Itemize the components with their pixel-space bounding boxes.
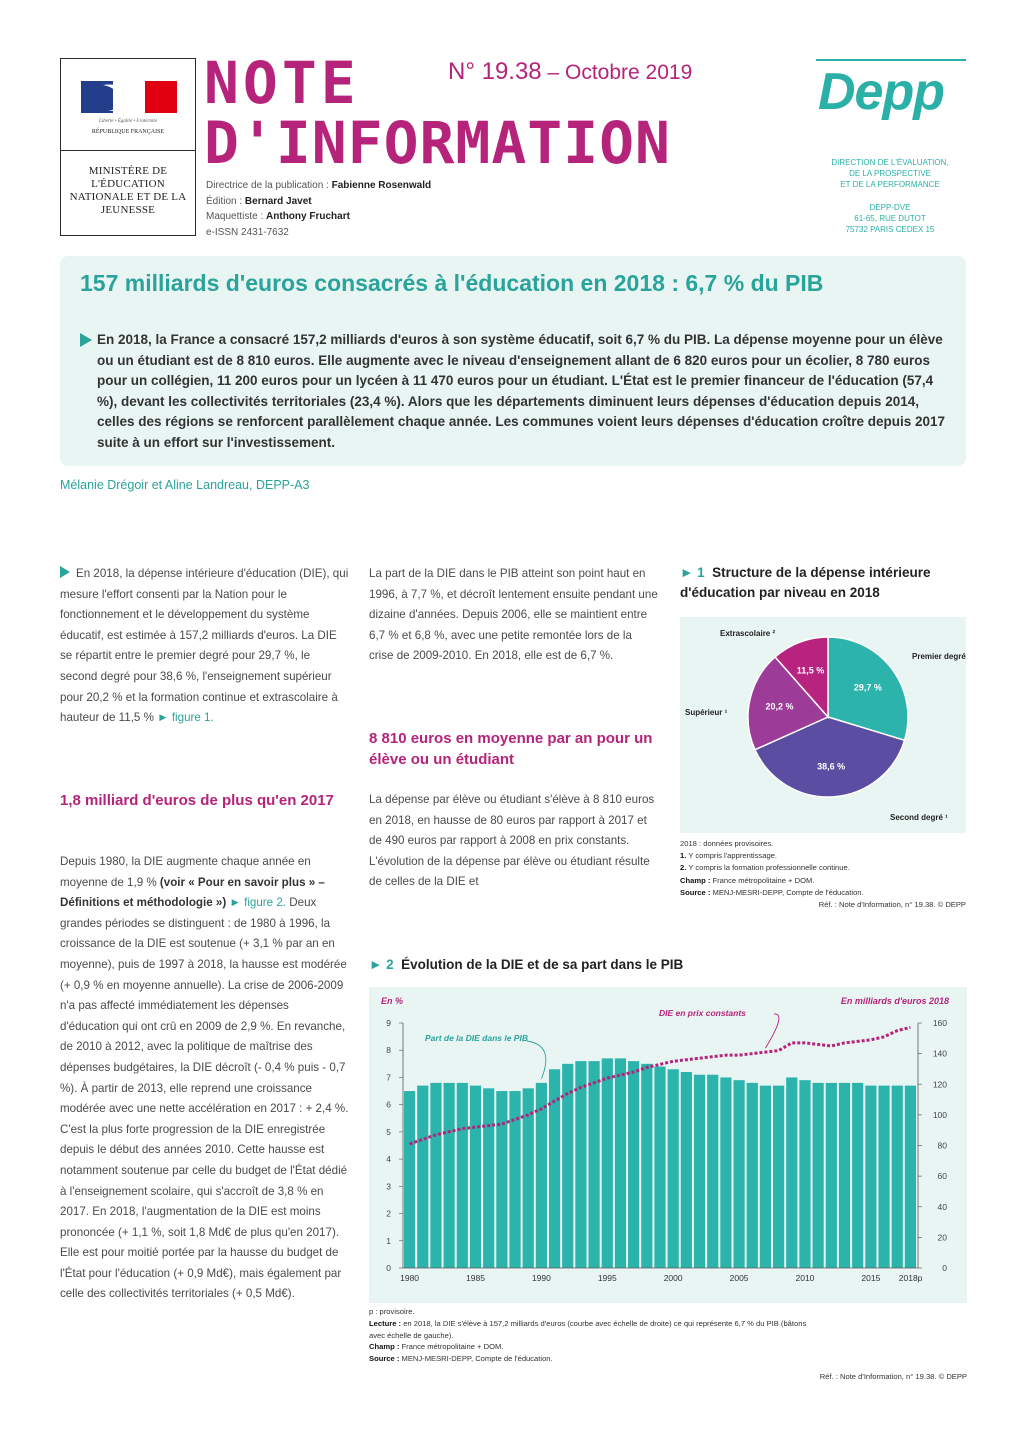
pie-category-label: Extrascolaire ² bbox=[720, 629, 776, 638]
depp-logo-rule bbox=[816, 59, 966, 61]
bar bbox=[878, 1086, 889, 1268]
bar bbox=[575, 1061, 586, 1268]
bar bbox=[694, 1075, 705, 1268]
y-left-axis-title: En % bbox=[381, 996, 404, 1006]
bar bbox=[509, 1091, 520, 1268]
y-left-tick-label: 5 bbox=[386, 1126, 391, 1137]
section-heading-1: 1,8 milliard d'euros de plus qu'en 2017 bbox=[60, 792, 334, 809]
figure-note-line bbox=[369, 1318, 967, 1330]
bar bbox=[457, 1083, 468, 1268]
note-label: 2. bbox=[680, 863, 687, 873]
credit-label: Directrice de la publication : bbox=[206, 180, 332, 191]
x-tick-label: 1990 bbox=[531, 1273, 551, 1283]
bar bbox=[799, 1080, 810, 1268]
depp-full-name bbox=[810, 157, 970, 190]
bar bbox=[733, 1080, 744, 1268]
issue-date: – Octobre 2019 bbox=[541, 61, 693, 84]
credit-label: Édition : bbox=[206, 195, 245, 207]
depp-name-line: DIRECTION DE L'ÉVALUATION, bbox=[831, 158, 949, 167]
x-tick-label: 2018p bbox=[898, 1273, 923, 1283]
bar bbox=[852, 1083, 863, 1268]
paragraph-text: En 2018, la dépense intérieure d'éducation (DIE), qui mesure l'effort consenti par la Nation pour le fonctionnement et le développement du système éducatif, est estimée à 157,2 milliards d'euros. La DIE se répartit entre le premier degré pour 29,7 %, le second degré pour 38,6 %, l'enseignement supérieur pour 20,2 % et la formation continue et extrascolaire à hauteur de 11,5 % bbox=[60, 567, 349, 725]
y-right-tick-label: 120 bbox=[932, 1079, 947, 1090]
credit-line bbox=[206, 225, 431, 241]
credit-line bbox=[206, 209, 431, 225]
credit-label: Maquettiste : bbox=[206, 211, 267, 222]
note-text: en 2018, la DIE s'élève à 157,2 milliards d'euros (courbe avec échelle de droite) ce qui représente 6,7 % du PIB (bâtons bbox=[401, 1318, 807, 1328]
y-left-tick-label: 2 bbox=[386, 1208, 391, 1219]
pie-category-label: Second degré ¹ bbox=[890, 813, 948, 822]
note-label: Source : bbox=[369, 1354, 400, 1364]
publication-title-line1: NOTE bbox=[204, 49, 360, 117]
figure-2-number: ► 2 bbox=[369, 957, 394, 972]
figure-note-line bbox=[680, 850, 970, 862]
pie-value-label: 38,6 % bbox=[817, 761, 846, 772]
bar bbox=[654, 1067, 665, 1268]
republic-logo bbox=[61, 59, 195, 151]
bar bbox=[470, 1086, 481, 1268]
bar bbox=[760, 1086, 771, 1268]
x-tick-label: 2005 bbox=[729, 1273, 749, 1283]
bar bbox=[430, 1083, 441, 1268]
bar bbox=[707, 1075, 718, 1268]
x-tick-label: 1985 bbox=[466, 1273, 485, 1283]
figure-note-line bbox=[369, 1341, 967, 1353]
x-tick-label: 1980 bbox=[400, 1273, 420, 1283]
depp-address-line: 75732 PARIS CEDEX 15 bbox=[845, 225, 935, 234]
authors: Mélanie Drégoir et Aline Landreau, DEPP-A3 bbox=[60, 478, 310, 492]
y-left-tick-label: 8 bbox=[386, 1045, 391, 1056]
note-text: Y compris la formation professionnelle continue. bbox=[686, 863, 850, 873]
y-right-tick-label: 0 bbox=[942, 1263, 947, 1273]
pie-chart bbox=[680, 617, 966, 833]
y-left-tick-label: 6 bbox=[386, 1099, 391, 1110]
bar bbox=[404, 1091, 415, 1268]
bar bbox=[720, 1077, 731, 1268]
pie-value-label: 29,7 % bbox=[853, 682, 882, 693]
note-text: MENJ-MESRI-DEPP, Compte de l'éducation. bbox=[710, 887, 864, 897]
figure-2-link[interactable]: ► figure 2. bbox=[229, 896, 287, 910]
figure-1-notes bbox=[680, 838, 970, 899]
y-right-tick-label: 100 bbox=[932, 1109, 947, 1120]
y-left-tick-label: 3 bbox=[386, 1181, 391, 1192]
figure-1-link[interactable]: ► figure 1. bbox=[157, 711, 214, 725]
summary-arrow-icon bbox=[80, 333, 92, 347]
republic-motto: Liberté • Égalité • Fraternité bbox=[99, 119, 157, 124]
ministry-logo-block bbox=[60, 58, 196, 236]
y-right-tick-label: 60 bbox=[937, 1171, 947, 1182]
series-label-die: DIE en prix constants bbox=[659, 1008, 746, 1018]
note-label: Champ : bbox=[680, 875, 711, 885]
credit-value: Fabienne Rosenwald bbox=[331, 180, 432, 191]
note-label: 1. bbox=[680, 851, 687, 861]
bar bbox=[813, 1083, 824, 1268]
credit-line bbox=[206, 178, 431, 194]
bar bbox=[668, 1069, 679, 1268]
note-text: France métropolitaine + DOM. bbox=[399, 1342, 504, 1352]
section-heading-2: 8 810 euros en moyenne par an pour un élève ou un étudiant bbox=[369, 730, 653, 768]
note-text: 2018 : données provisoires. bbox=[680, 839, 774, 848]
figure-2-title bbox=[369, 955, 969, 975]
credit-label: e-ISSN 2431-7632 bbox=[206, 226, 289, 238]
figure-1-number: ► 1 bbox=[680, 565, 705, 580]
ministry-name: MINISTÈRE DE L'ÉDUCATION NATIONALE ET DE LA JEUNESSE bbox=[69, 165, 187, 216]
note-text: Y compris l'apprentissage. bbox=[686, 851, 777, 861]
body-paragraph-4: La dépense par élève ou étudiant s'élève à 8 810 euros en 2018, en hausse de 80 euros par rapport à 2017 et de 490 euros par rapport à 2008 en prix constants. L'évolution de la dépense par élève ou étudiant résulte de celles de la DIE et bbox=[369, 793, 655, 889]
figure-note-line bbox=[369, 1353, 967, 1365]
note-label: Source : bbox=[680, 887, 711, 897]
bar bbox=[417, 1086, 428, 1268]
issue-number: N° 19.38 bbox=[448, 58, 542, 85]
summary-title: 157 milliards d'euros consacrés à l'éducation en 2018 : 6,7 % du PIB bbox=[80, 270, 824, 296]
bar bbox=[826, 1083, 837, 1268]
bar bbox=[602, 1058, 613, 1268]
figure-1-reference: Réf. : Note d'Information, n° 19.38. © DEPP bbox=[818, 900, 966, 909]
note-text: MENJ-MESRI-DEPP, Compte de l'éducation. bbox=[399, 1354, 553, 1364]
figure-1-title bbox=[680, 563, 970, 603]
pie-category-label: Premier degré bbox=[912, 652, 966, 661]
bar bbox=[615, 1058, 626, 1268]
bar bbox=[786, 1077, 797, 1268]
note-label: Champ : bbox=[369, 1342, 400, 1352]
pie-value-label: 20,2 % bbox=[765, 701, 794, 712]
pie-category-label: Supérieur ¹ bbox=[685, 708, 728, 717]
pie-value-label: 11,5 % bbox=[796, 665, 825, 676]
bar bbox=[905, 1086, 916, 1268]
y-right-tick-label: 80 bbox=[937, 1140, 947, 1151]
paragraph-text: Depuis 1980, la DIE augmente chaque année en moyenne de 1,9 % bbox=[60, 855, 311, 889]
y-left-tick-label: 1 bbox=[386, 1235, 391, 1246]
paragraph-text: Deux grandes périodes se distinguent : de 1980 à 1996, la croissance de la DIE est soutenue (+ 3,1 % par an en moyenne), puis de 1997 à 2018, la hausse est modérée (+ 0,9 % en moyenne annuelle). La crise de 2006-2009 n'a pas affecté immédiatement les dépenses d'éducation qui ont crû en 2009 de 2,9 %. En revanche, de 2010 à 2012, avec la politique de maîtrise des dépenses budgétaires, la DIE décroît (- 0,4 % puis - 0,7 %). À partir de 2013, elle reprend une croissance modérée avec une nette accélération en 2017 : + 2,4 %. C'est la plus forte progression de la DIE enregistrée depuis le début des années 2010. Cette hausse est notamment soutenue par celle du budget de l'État dédié à l'enseignement scolaire, qui s'accroît de 3,8 % en 2017. En 2018, l'augmentation de la DIE est moins prononcée (+ 1,1 %, soit 1,8 Md€ de plus qu'en 2017). Elle est pour moitié portée par la hausse du budget de l'État pour l'éducation (+ 0,9 Md€), mais également par celle des collectivités territoriales (+ 0,5 Md€). bbox=[60, 896, 349, 1301]
bar bbox=[641, 1064, 652, 1268]
body-paragraph-3: La part de la DIE dans le PIB atteint son point haut en 1996, à 7,7 %, et décroît lentement ensuite pendant une dizaine d'années. Depuis 2006, elle se maintient entre 6,7 % et 6,8 %, avec une petite remontée lors de la crise de 2009-2010. En 2018, elle est de 6,7 %. bbox=[369, 567, 658, 663]
figure-note-line bbox=[680, 887, 970, 899]
paragraph-arrow-icon bbox=[60, 566, 70, 578]
x-tick-label: 2015 bbox=[861, 1273, 881, 1283]
note-label: Lecture : bbox=[369, 1318, 402, 1328]
y-right-axis-title: En milliards d'euros 2018 bbox=[840, 996, 949, 1006]
figure-note-line bbox=[680, 875, 970, 887]
series-label-pib: Part de la DIE dans le PIB bbox=[425, 1033, 528, 1043]
bar bbox=[865, 1086, 876, 1268]
bar bbox=[773, 1086, 784, 1268]
figure-2-title-text: Évolution de la DIE et de sa part dans le PIB bbox=[401, 957, 684, 972]
figure-note-line bbox=[680, 838, 970, 850]
y-right-tick-label: 40 bbox=[937, 1201, 947, 1212]
y-left-tick-label: 9 bbox=[386, 1018, 391, 1028]
credit-value: Bernard Javet bbox=[244, 195, 312, 207]
depp-address bbox=[810, 202, 970, 235]
figure-1-title-text: Structure de la dépense intérieure d'éducation par niveau en 2018 bbox=[680, 565, 931, 600]
bar bbox=[892, 1086, 903, 1268]
note-text: avec échelle de gauche). bbox=[369, 1330, 454, 1340]
x-tick-label: 2000 bbox=[663, 1273, 683, 1283]
x-tick-label: 1995 bbox=[597, 1273, 617, 1283]
figure-2-reference: Réf. : Note d'Information, n° 19.38. © DEPP bbox=[819, 1372, 967, 1381]
body-paragraph-1 bbox=[60, 564, 350, 729]
y-left-tick-label: 7 bbox=[386, 1072, 391, 1083]
credit-value: Anthony Fruchart bbox=[266, 211, 350, 222]
y-left-tick-label: 4 bbox=[386, 1154, 391, 1165]
y-right-tick-label: 160 bbox=[932, 1018, 947, 1028]
credit-line bbox=[206, 194, 431, 210]
x-tick-label: 2010 bbox=[795, 1273, 815, 1283]
credits-block bbox=[206, 178, 431, 240]
bar-line-chart bbox=[369, 987, 967, 1303]
note-text: p : provisoire. bbox=[369, 1307, 415, 1316]
y-right-tick-label: 140 bbox=[932, 1048, 947, 1059]
y-left-tick-label: 0 bbox=[386, 1263, 391, 1273]
paragraph-bold-text: (voir « Pour en savoir plus » – Définitions et méthodologie ») bbox=[60, 875, 325, 910]
note-text: France métropolitaine + DOM. bbox=[710, 875, 815, 885]
bar bbox=[681, 1072, 692, 1268]
y-right-tick-label: 20 bbox=[937, 1232, 947, 1243]
depp-address-line: 61-65, RUE DUTOT bbox=[854, 214, 926, 223]
marianne-logo-icon bbox=[81, 81, 177, 113]
figure-2-notes bbox=[369, 1306, 967, 1365]
bar bbox=[483, 1088, 494, 1268]
publication-title-line2: D'INFORMATION bbox=[204, 109, 671, 177]
issue-info bbox=[448, 58, 692, 86]
series-label-pib-pointer bbox=[527, 1041, 546, 1079]
summary-text: En 2018, la France a consacré 157,2 milliards d'euros à son système éducatif, soit 6,7 % du PIB. La dépense moyenne pour un élève ou un étudiant est de 8 810 euros. Elle augmente avec le niveau d'enseignement allant de 6 820 euros pour un écolier, 8 780 euros pour un collégien, 11 200 euros pour un lycéen à 11 470 euros pour un étudiant. L'État est le premier financeur de l'éducation (57,4 %), devant les collectivités territoriales (23,4 %). Alors que les départements diminuent leurs dépenses d'éducation depuis 2014, celles des régions se renforcent parallèlement chaque année. Les communes voient leurs dépenses d'éducation croître depuis 2017 suite à un effort sur l'investissement. bbox=[97, 332, 946, 450]
series-label-die-pointer bbox=[765, 1014, 778, 1048]
depp-logo: Depp bbox=[818, 63, 944, 121]
bar bbox=[628, 1061, 639, 1268]
bar bbox=[496, 1091, 507, 1268]
figure-note-line bbox=[369, 1330, 967, 1342]
figure-note-line bbox=[680, 862, 970, 874]
bar bbox=[444, 1083, 455, 1268]
depp-address-line: DEPP-DVE bbox=[869, 203, 911, 212]
figure-note-line bbox=[369, 1306, 967, 1318]
bar bbox=[839, 1083, 850, 1268]
bar bbox=[747, 1083, 758, 1268]
republic-name: RÉPUBLIQUE FRANÇAISE bbox=[91, 129, 165, 135]
bar bbox=[589, 1061, 600, 1268]
depp-name-line: DE LA PROSPECTIVE bbox=[849, 169, 931, 178]
depp-name-line: ET DE LA PERFORMANCE bbox=[840, 180, 940, 189]
body-paragraph-2 bbox=[60, 852, 350, 1305]
